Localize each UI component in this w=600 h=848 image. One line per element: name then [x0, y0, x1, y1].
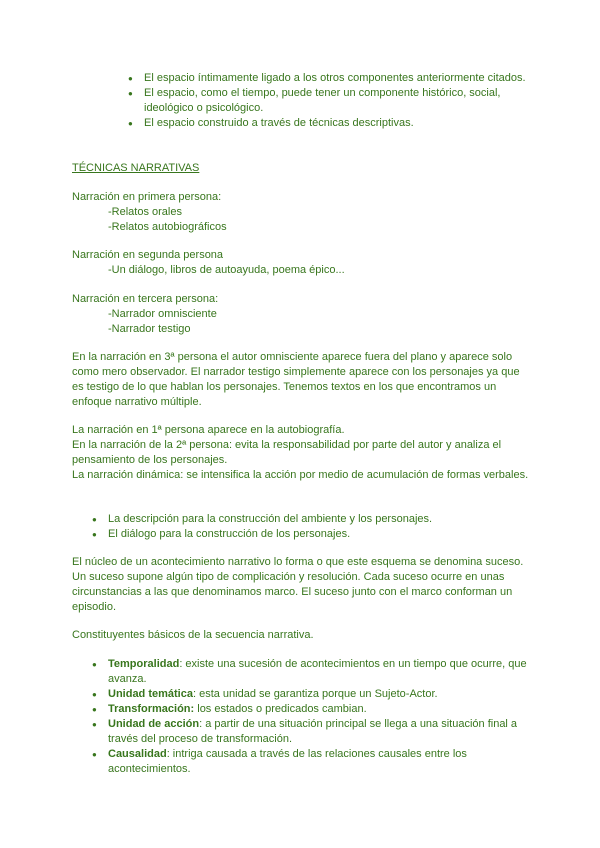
bullet-item: ● El espacio íntimamente ligado a los otros componentes anteriormente citados. — [72, 71, 532, 86]
constituent-desc: : intriga causada a través de las relaciones causales entre los acontecimientos. — [108, 748, 467, 775]
constituent-item — [72, 657, 532, 687]
constituent-desc: : esta unidad se garantiza porque un Sujeto-Actor. — [192, 688, 438, 700]
constituent-term: Causalidad — [108, 748, 167, 760]
constituent-term: Transformación: — [108, 703, 195, 715]
second-person-section — [72, 248, 532, 278]
constituent-term: Unidad de acción — [108, 718, 200, 730]
constituent-item — [72, 717, 532, 747]
constituent-item — [72, 747, 532, 777]
first-person-section — [72, 190, 532, 235]
third-person-heading: Narración en tercera persona: — [72, 293, 219, 305]
constituent-term: Temporalidad — [108, 658, 180, 670]
second-person-item: -Un diálogo, libros de autoayuda, poema épico... — [108, 264, 345, 276]
constituent-term: Unidad temática — [108, 688, 193, 700]
constituent-desc: : existe una sucesión de acontecimientos en un tiempo que ocurre, que avanza. — [108, 658, 527, 685]
bullet-item: ● El espacio, como el tiempo, puede tener un componente histórico, social, ideológico o psicológico. — [72, 86, 532, 116]
description-bullet-list — [72, 512, 532, 542]
first-person-line: La narración en 1ª persona aparece en la autobiografía. — [72, 424, 345, 436]
second-person-line: En la narración de la 2ª persona: evita la responsabilidad por parte del autor y analiza el pensamiento de los personajes. — [72, 439, 502, 466]
first-person-item: -Relatos autobiográficos — [108, 221, 227, 233]
dynamic-narration-line: La narración dinámica: se intensifica la acción por medio de acumulación de formas verbales. — [72, 469, 529, 481]
constituents-list — [72, 657, 532, 777]
bullet-item: ● El espacio construido a través de técnicas descriptivas. — [72, 116, 532, 131]
third-person-item: -Narrador omnisciente — [108, 308, 217, 320]
space-bullet-list — [72, 71, 532, 131]
constituent-desc: : a partir de una situación principal se llega a una situación final a través del proceso de transformación. — [108, 718, 518, 745]
section-title: TÉCNICAS NARRATIVAS — [72, 162, 200, 174]
bullet-item: ● El diálogo para la construcción de los personajes. — [72, 527, 532, 542]
constituent-item — [72, 687, 532, 702]
third-person-paragraph: En la narración en 3ª persona el autor omnisciente aparece fuera del plano y aparece solo como mero observador. El narrador testigo simplemente aparece con los personajes ya que es testigo de lo que hablan los personajes. Tenemos textos en los que encontramos un enfoque narrativo múltiple. — [72, 351, 520, 408]
constituents-heading: Constituyentes básicos de la secuencia narrativa. — [72, 629, 314, 641]
constituent-desc: los estados o predicados cambian. — [194, 703, 367, 715]
second-person-heading: Narración en segunda persona — [72, 249, 224, 261]
bullet-item: ● La descripción para la construcción del ambiente y los personajes. — [72, 512, 532, 527]
first-person-item: -Relatos orales — [108, 206, 182, 218]
first-person-heading: Narración en primera persona: — [72, 191, 222, 203]
third-person-item: -Narrador testigo — [108, 323, 191, 335]
third-person-section — [72, 292, 532, 337]
constituent-item — [72, 702, 532, 717]
nucleus-paragraph: El núcleo de un acontecimiento narrativo lo forma o que este esquema se denomina suceso. Un suceso supone algún tipo de complicación y resolución. Cada suceso ocurre en unas circunstancias a las que denominamos marco. El suceso junto con el marco conforman un episodio. — [72, 556, 524, 613]
narration-lines — [72, 423, 532, 483]
